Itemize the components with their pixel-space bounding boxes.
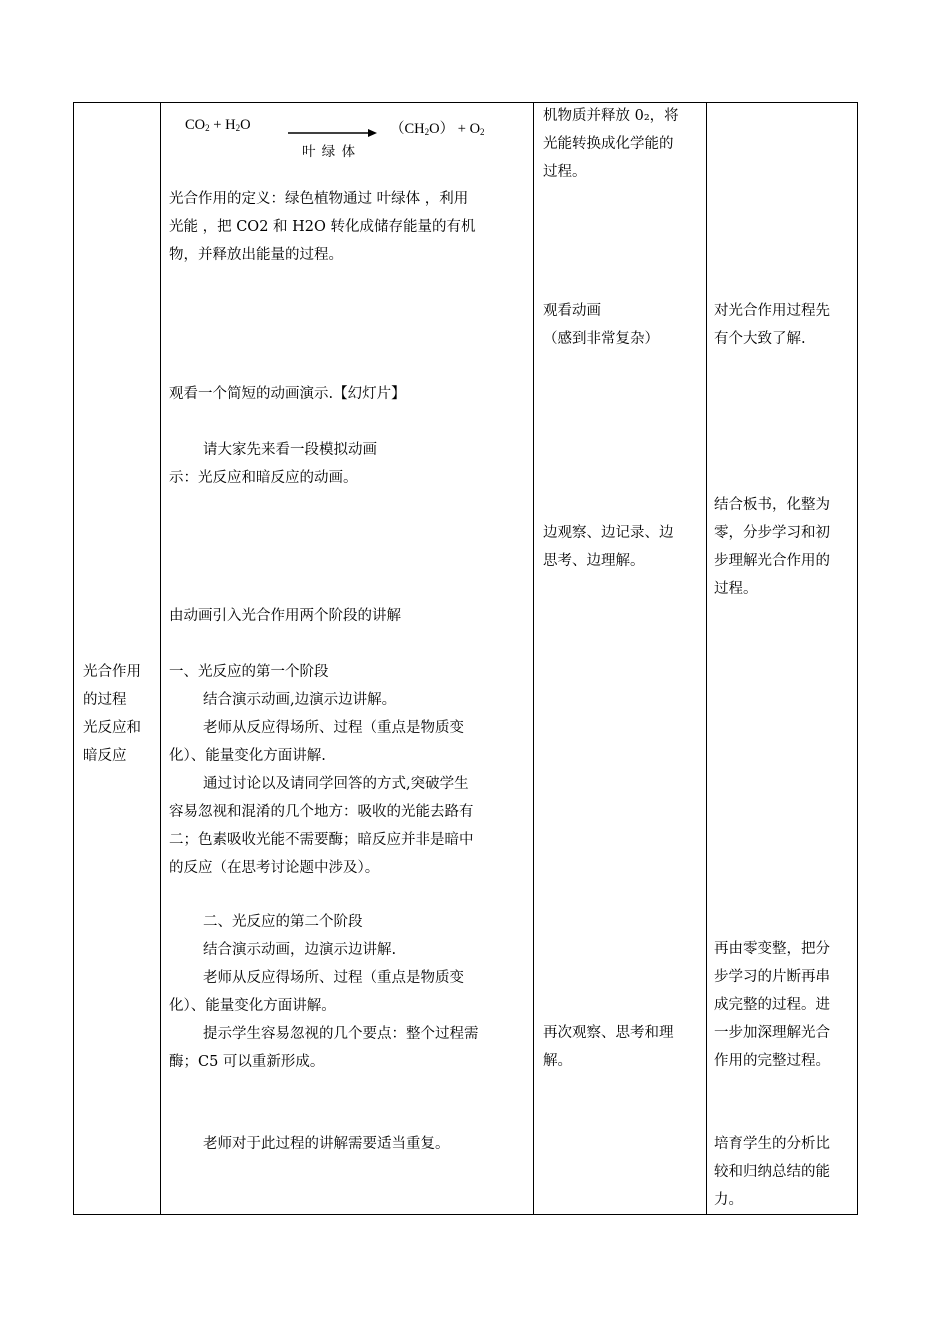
- eq-catalyst: 叶 绿 体: [302, 144, 357, 160]
- eq-co2: CO: [185, 117, 206, 133]
- stage-line: 光合作用: [83, 664, 141, 680]
- stage-line: 暗反应: [83, 748, 127, 764]
- eq-o2: + O: [457, 121, 481, 137]
- eq-ch2o: （CH: [390, 121, 425, 137]
- eq-h: H: [225, 117, 236, 133]
- column-divider-1: [160, 103, 161, 1214]
- reaction-arrow-icon: [288, 127, 378, 139]
- stage-line: 光反应和: [83, 720, 141, 736]
- eq-plus: +: [213, 117, 222, 133]
- intro-text: 由动画引入光合作用两个阶段的讲解: [169, 608, 401, 624]
- stage-line: 的过程: [83, 692, 127, 708]
- column-divider-3: [706, 103, 707, 1214]
- watch-animation-text: 观看一个简短的动画演示.【幻灯片】: [169, 386, 406, 402]
- column-divider-2: [533, 103, 534, 1214]
- repeat-text: 老师对于此过程的讲解需要适当重复。: [203, 1136, 450, 1152]
